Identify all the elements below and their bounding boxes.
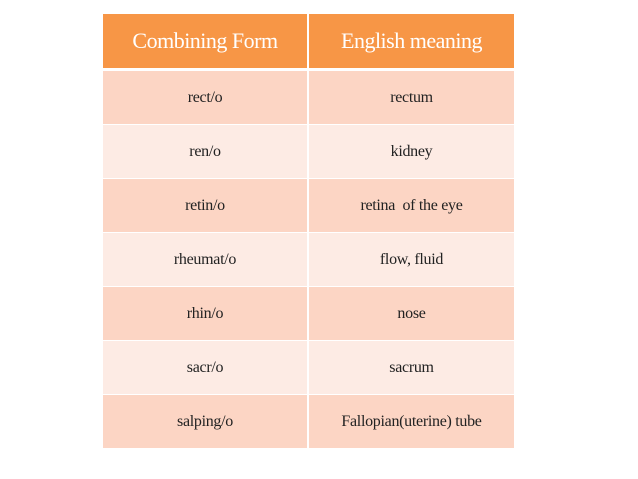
table-row bbox=[103, 179, 514, 233]
meaning-cell: nose bbox=[308, 287, 514, 341]
meaning-cell: rectum bbox=[308, 70, 514, 125]
combining-form-cell: sacr/o bbox=[103, 341, 308, 395]
meaning-cell: flow, fluid bbox=[308, 233, 514, 287]
combining-form-cell: retin/o bbox=[103, 179, 308, 233]
combining-form-cell: salping/o bbox=[103, 395, 308, 449]
meaning-cell: retina of the eye bbox=[308, 179, 514, 233]
table-row bbox=[103, 287, 514, 341]
table-row bbox=[103, 125, 514, 179]
combining-form-cell: rect/o bbox=[103, 70, 308, 125]
table-row bbox=[103, 341, 514, 395]
header-english-meaning: English meaning bbox=[308, 14, 514, 70]
combining-form-cell: rheumat/o bbox=[103, 233, 308, 287]
table-row bbox=[103, 70, 514, 125]
combining-form-cell: ren/o bbox=[103, 125, 308, 179]
table-row bbox=[103, 233, 514, 287]
table-row bbox=[103, 395, 514, 449]
table-header-row bbox=[103, 14, 514, 70]
combining-form-cell: rhin/o bbox=[103, 287, 308, 341]
meaning-cell: kidney bbox=[308, 125, 514, 179]
header-combining-form: Combining Form bbox=[103, 14, 308, 70]
meaning-cell: Fallopian(uterine) tube bbox=[308, 395, 514, 449]
combining-forms-table bbox=[103, 14, 514, 449]
meaning-cell: sacrum bbox=[308, 341, 514, 395]
